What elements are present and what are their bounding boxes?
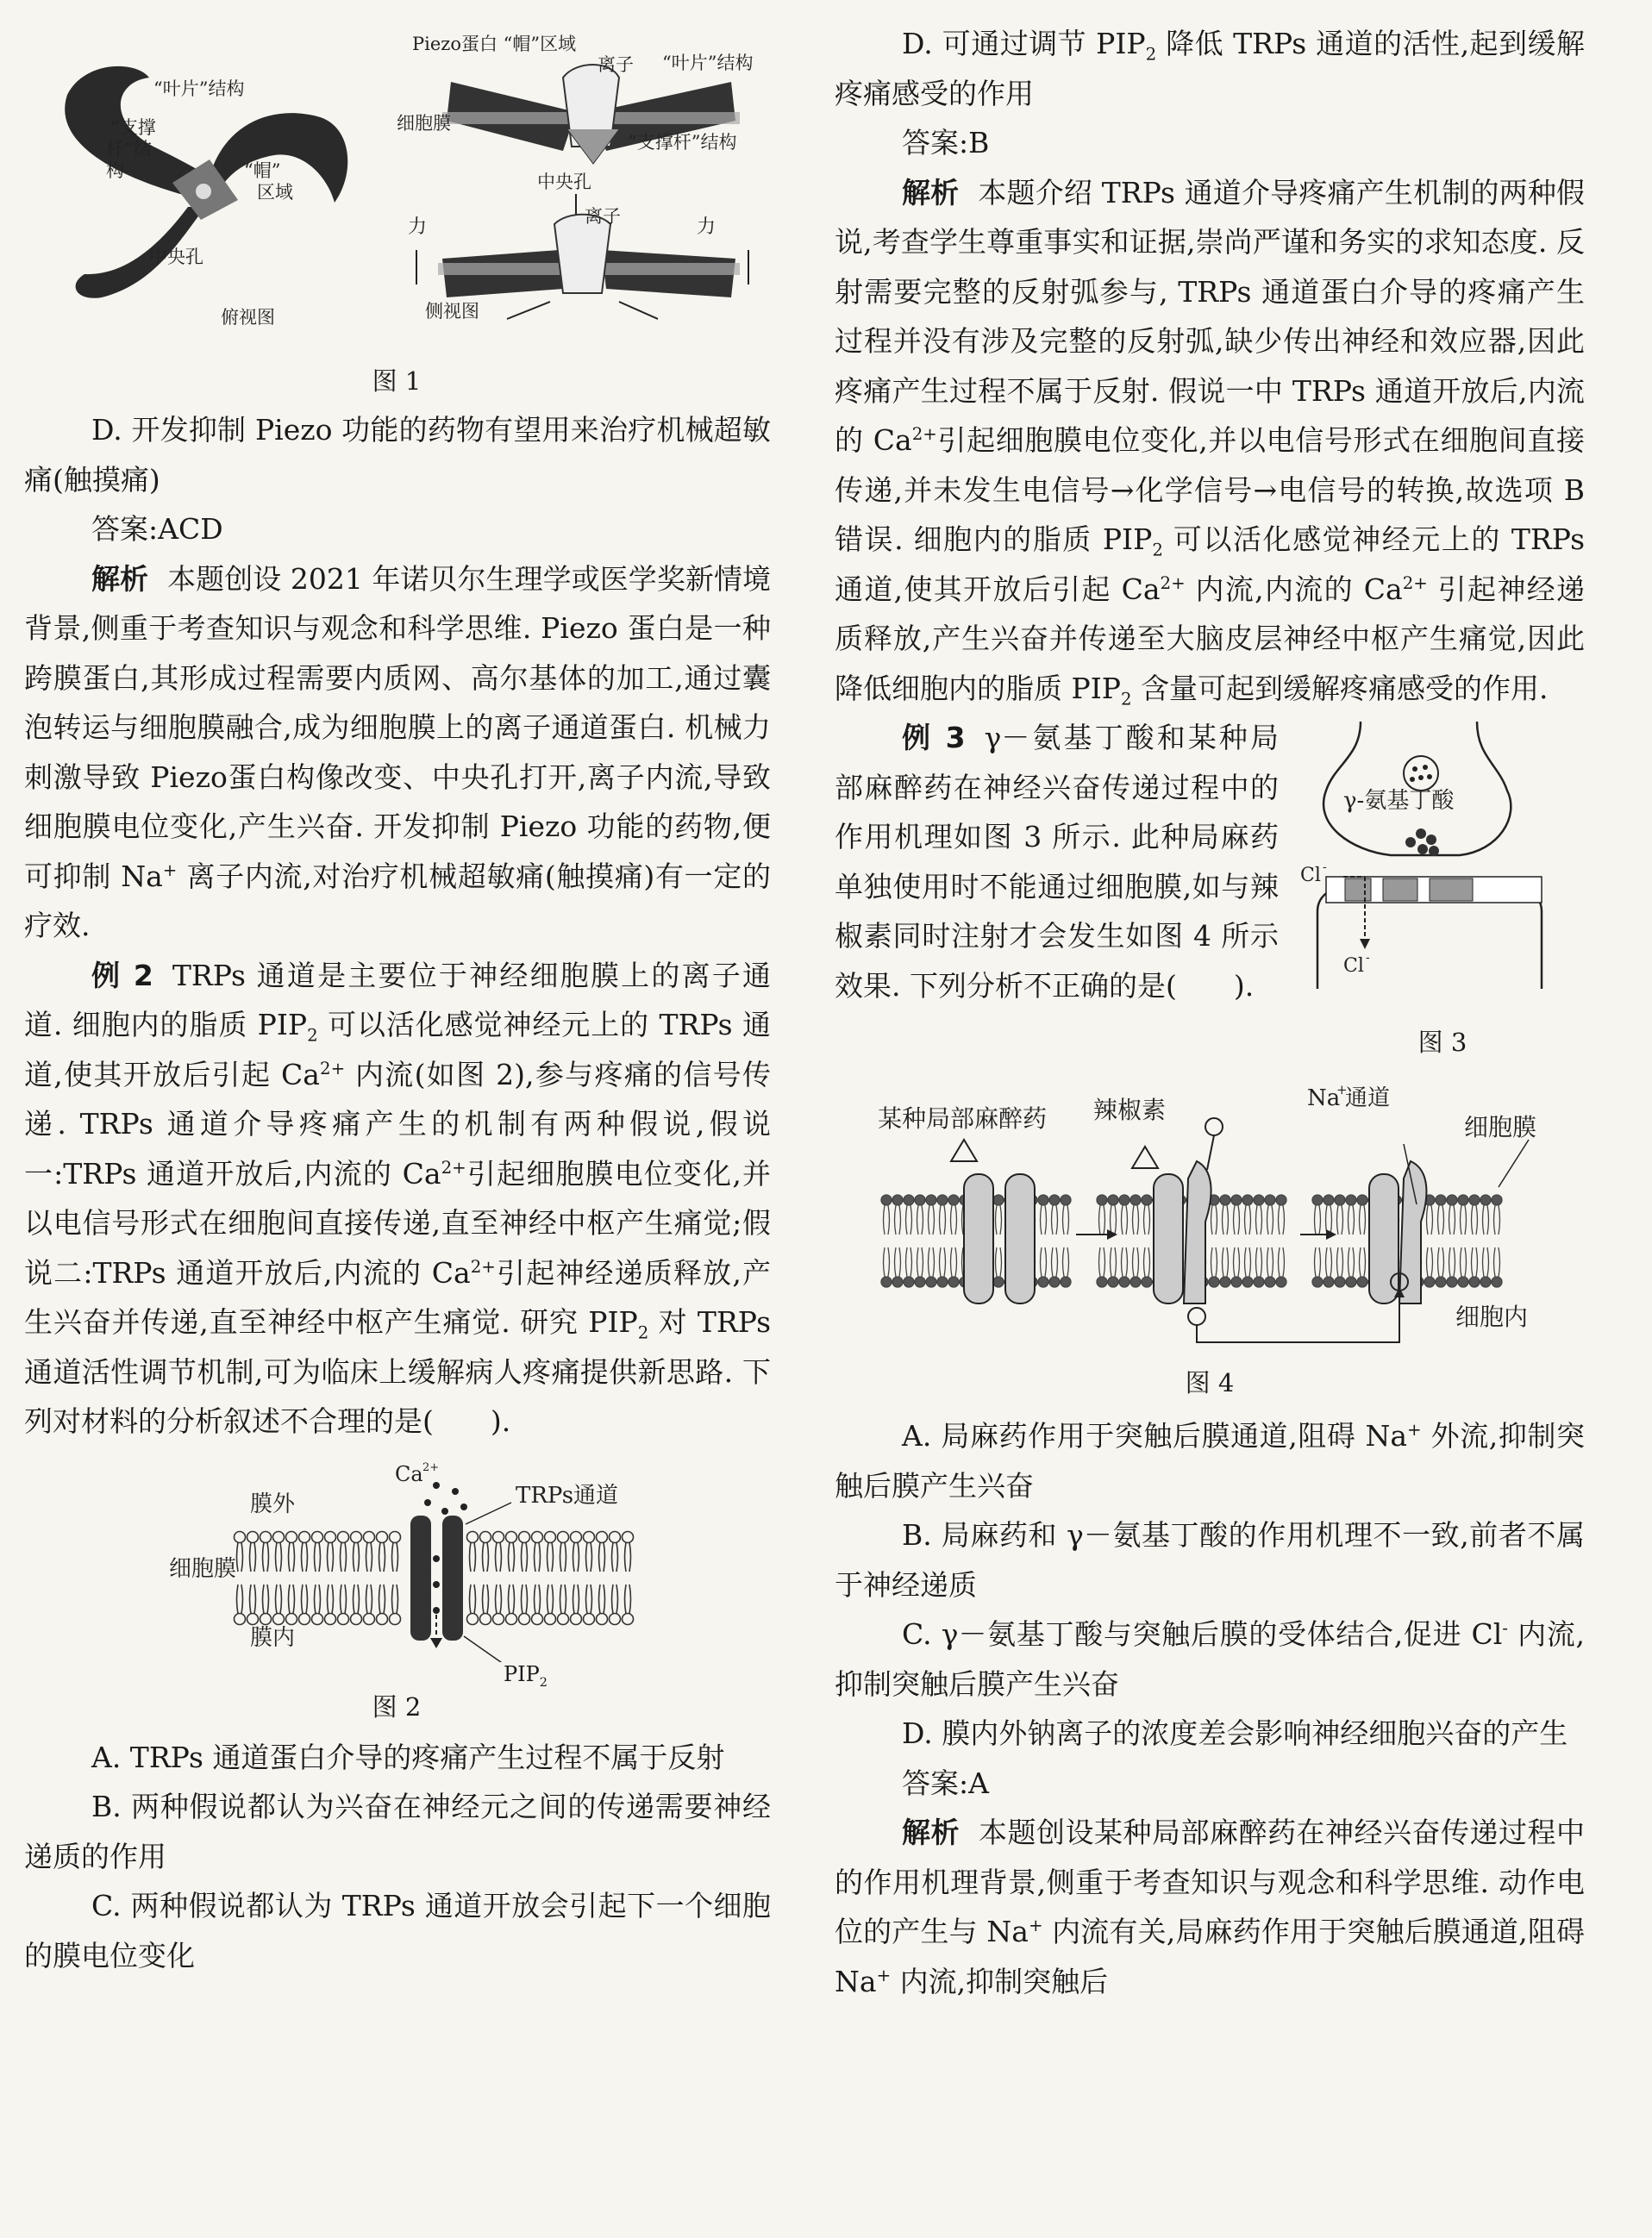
figure-1-drawing xyxy=(24,0,771,362)
fig2-pip-text: PIP xyxy=(504,1661,540,1686)
fig1-top-rod2: 杆”结 xyxy=(106,139,152,159)
ca-sup: 2+ xyxy=(911,424,937,444)
fig4-capsaicin: 辣椒素 xyxy=(1093,1096,1167,1124)
ca-sup: 2+ xyxy=(441,1157,466,1178)
fig4-na-sup: + xyxy=(1336,1082,1348,1097)
fig1-force-left: 力 xyxy=(408,216,428,238)
ca-sup: 2+ xyxy=(1160,572,1186,593)
ana2-d: 内流,内流的 Ca xyxy=(1185,572,1403,606)
fig2-trps: TRPs通道 xyxy=(516,1482,619,1509)
fig3-gaba: γ-氨基丁酸 xyxy=(1343,788,1455,814)
figure-4-drawing xyxy=(835,1075,1585,1360)
optd-head: D. 可通过调节 PIP xyxy=(902,27,1146,60)
analysis-1-lead: 解析 xyxy=(91,561,149,596)
ana2-a: 本题介绍 TRPs 通道介导疼痛产生机制的两种假说,考查学生尊重事实和证据,崇尚严谨和务实的求知态度. 反射需要完整的反射弧参与, TRPs 通道蛋白介导的疼痛产生过程并没有涉及完整的反射弧,缺少传出神经和效应器,因此疼痛产生过程不属于反射. 假说一中 TRPs 通道开放后,内流的 Ca xyxy=(835,175,1585,457)
fig4-na-tail: 通道 xyxy=(1345,1085,1391,1111)
example-3-block xyxy=(835,713,1585,1075)
fig2-pip xyxy=(504,1661,548,1690)
fig1-top-pore: 中央孔 xyxy=(149,247,203,267)
fig1-side-view: 侧视图 xyxy=(425,301,479,322)
opta-head: A. 局麻药作用于突触后膜通道,阻碍 Na xyxy=(902,1419,1408,1453)
left-column xyxy=(24,0,771,1980)
fig1-top-view: 俯视图 xyxy=(221,307,275,328)
fig2-inside: 膜内 xyxy=(250,1624,296,1651)
fig1-top-rod1: “支撑 xyxy=(110,117,156,138)
ex2-a: TRPs 通道是主要位于神经细胞膜上的离子通道. 细胞内的脂质 PIP xyxy=(24,958,771,1041)
ex3-body: γ－氨基丁酸和某种局部麻醉药在神经兴奋传递过程中的作用机理如图 3 所示. 此种局麻药单独使用时不能通过细胞膜,如与辣椒素同时注射才会发生如图 4 所示效果. 下列分析不正确的是( ). xyxy=(835,721,1279,1003)
figure-4 xyxy=(835,1075,1585,1403)
option-a-anesthetic xyxy=(835,1411,1585,1510)
example-2-lead: 例 2 xyxy=(91,958,153,992)
fig1-side-cap: Piezo蛋白 “帽”区域 xyxy=(412,34,577,54)
na-sup: + xyxy=(1028,1916,1043,1935)
ex2-f: 对 TRPs 通道活性调节机制,可为临床上缓解病人疼痛提供新思路. 下列对材料的分析叙述不合理的是( ). xyxy=(24,1305,771,1438)
fig1-side-pore: 中央孔 xyxy=(537,172,591,192)
analysis-2 xyxy=(835,168,1585,714)
pip-sub: 2 xyxy=(307,1025,318,1046)
fig2-ca-sup: 2+ xyxy=(422,1460,440,1474)
figure-1 xyxy=(24,0,771,405)
fig4-na: Na xyxy=(1307,1085,1341,1111)
ca-sup: 2+ xyxy=(470,1256,496,1277)
fig1-top-rod3: 构 xyxy=(106,160,124,181)
pip-sub: 2 xyxy=(637,1322,649,1343)
fig1-top-cap2: 区域 xyxy=(257,182,293,203)
fig1-side-membrane: 细胞膜 xyxy=(397,113,451,134)
ca-sup: 2+ xyxy=(320,1058,346,1078)
fig2-outside: 膜外 xyxy=(250,1491,296,1517)
optc-tail: 内流,抑制突触后膜产生兴奋 xyxy=(835,1617,1586,1701)
fig2-pip-sub: 2 xyxy=(539,1675,548,1690)
pip-sub: 2 xyxy=(1152,540,1163,560)
fig4-anesthetic: 某种局部麻醉药 xyxy=(878,1104,1048,1133)
ana2-c: 可以活化感觉神经元上的 TRPs 通道,使其开放后引起 Ca xyxy=(835,522,1585,606)
right-column xyxy=(835,0,1585,2006)
analysis-3 xyxy=(835,1808,1585,2006)
fig2-membrane: 细胞膜 xyxy=(169,1555,237,1582)
fig1-side-leaf: “叶片”结构 xyxy=(662,53,754,73)
fig3-cl-top: Cl xyxy=(1300,865,1321,886)
fig1-ion2: 离子 xyxy=(585,206,621,227)
pip-sub: 2 xyxy=(1145,44,1157,65)
ana3-a: 本题创设某种局部麻醉药在神经兴奋传递过程中的作用机理背景,侧重于考查知识与观念和科学思维. 动作电位的产生与 Na xyxy=(835,1816,1585,1948)
example-3 xyxy=(835,713,1279,1010)
analysis-3-lead: 解析 xyxy=(902,1816,960,1849)
fig1-force-right: 力 xyxy=(697,216,716,238)
ana3-c: 内流,抑制突触后 xyxy=(891,1964,1109,1998)
fig1-top-leaf: “叶片”结构 xyxy=(153,78,245,99)
figure-1-caption: 图 1 xyxy=(372,366,422,396)
figure-3 xyxy=(1300,713,1585,1075)
figure-2-caption: 图 2 xyxy=(372,1691,422,1722)
option-d-anesthetic: D. 膜内外钠离子的浓度差会影响神经细胞兴奋的产生 xyxy=(902,1716,1568,1750)
ana3-b: 内流有关,局麻药作用于突触后膜通道,阻碍 Na xyxy=(835,1915,1585,1998)
fig3-cl-bottom: Cl xyxy=(1343,955,1364,977)
piezo-top-view xyxy=(65,66,347,298)
cl-sup: - xyxy=(1502,1618,1508,1638)
na-sup: + xyxy=(1407,1420,1422,1440)
na-sup: + xyxy=(162,860,178,880)
answer-1: 答案:ACD xyxy=(91,512,223,546)
figure-2-drawing xyxy=(24,1455,771,1662)
analysis-1-body: 本题创设 2021 年诺贝尔生理学或医学奖新情境背景,侧重于考查知识与观念和科学思维. Piezo 蛋白是一种跨膜蛋白,其形成过程需要内质网、高尔基体的加工,通过囊泡转运与细胞膜融合,成为细胞膜上的离子通道蛋白. 机械力刺激导致 Piezo蛋白构像改变、中央孔打开,离子内流,导致细胞膜电位变化,产生兴奋. 开发抑制 Piezo 功能的药物,便可抑制 Na xyxy=(24,561,772,893)
ca-sup: 2+ xyxy=(1402,572,1428,593)
ana2-b: 引起细胞膜电位变化,并以电信号形式在细胞间直接传递,并未发生电信号→化学信号→电信号的转换,故选项 B 错误. 细胞内的脂质 PIP xyxy=(835,423,1585,556)
ana2-e: 引起神经递质释放,产生兴奋并传递至大脑皮层神经中枢产生痛觉,因此降低细胞内的脂质 PIP xyxy=(835,572,1585,705)
optc-head: C. γ－氨基丁酸与突触后膜的受体结合,促进 Cl xyxy=(902,1617,1503,1651)
analysis-2-lead: 解析 xyxy=(902,175,960,209)
analysis-1 xyxy=(24,554,771,951)
option-b-trps: B. 两种假说都认为兴奋在神经元之间的传递需要神经递质的作用 xyxy=(24,1790,771,1873)
na-sup: + xyxy=(876,1965,892,1985)
figure-2 xyxy=(24,1455,771,1722)
figure-3-caption: 图 3 xyxy=(1417,1028,1467,1057)
figure-3-drawing xyxy=(1300,713,1585,1032)
ex2-d: 引起细胞膜电位变化,并以电信号形式在细胞间直接传递,直至神经中枢产生痛觉;假说二:TRPs 通道开放后,内流的 Ca xyxy=(24,1156,771,1290)
ex2-b: 可以活化感觉神经元上的 TRPs 通道,使其开放后引起 Ca xyxy=(24,1008,771,1091)
ex2-e: 引起神经递质释放,产生兴奋并传递,直至神经中枢产生痛觉. 研究 PIP xyxy=(24,1255,771,1339)
example-2 xyxy=(24,951,771,1447)
option-d-trps xyxy=(835,19,1585,118)
opta-tail: 外流,抑制突触后膜产生兴奋 xyxy=(835,1419,1586,1503)
option-c-trps: C. 两种假说都认为 TRPs 通道开放会引起下一个细胞的膜电位变化 xyxy=(24,1889,771,1972)
analysis-1-tail: 离子内流,对治疗机械超敏痛(触摸痛)有一定的疗效. xyxy=(24,859,771,942)
ana2-f: 含量可起到缓解疼痛感受的作用. xyxy=(1131,671,1549,705)
pip-sub: 2 xyxy=(1120,689,1132,710)
fig4-inside: 细胞内 xyxy=(1455,1303,1529,1331)
fig1-side-ion: 离子 xyxy=(598,54,634,75)
ex2-c: 内流(如图 2),参与疼痛的信号传递. TRPs 通道介导疼痛产生的机制有两种假说,假说一:TRPs 通道开放后,内流的 Ca xyxy=(24,1057,772,1191)
option-b-anesthetic: B. 局麻药和 γ－氨基丁酸的作用机理不一致,前者不属于神经递质 xyxy=(835,1518,1585,1602)
fig3-cl-bottom-sup: - xyxy=(1366,951,1370,965)
option-c-anesthetic xyxy=(835,1610,1585,1709)
fig1-top-cap1: “帽” xyxy=(244,160,281,181)
figure-4-caption: 图 4 xyxy=(1185,1368,1235,1397)
fig4-membrane: 细胞膜 xyxy=(1464,1113,1537,1141)
example-3-lead: 例 3 xyxy=(902,721,966,754)
fig3-cl-top-sup: - xyxy=(1323,860,1327,874)
fig2-ca: Ca xyxy=(395,1461,423,1486)
answer-2: 答案:B xyxy=(902,126,990,159)
option-a-trps: A. TRPs 通道蛋白介导的疼痛产生过程不属于反射 xyxy=(91,1740,725,1774)
answer-3: 答案:A xyxy=(902,1766,989,1800)
optd-tail: 降低 TRPs 通道的活性,起到缓解疼痛感受的作用 xyxy=(835,27,1585,110)
fig1-side-rod: “支撑杆”结构 xyxy=(628,132,737,153)
option-d-piezo: D. 开发抑制 Piezo 功能的药物有望用来治疗机械超敏痛(触摸痛) xyxy=(24,413,771,497)
